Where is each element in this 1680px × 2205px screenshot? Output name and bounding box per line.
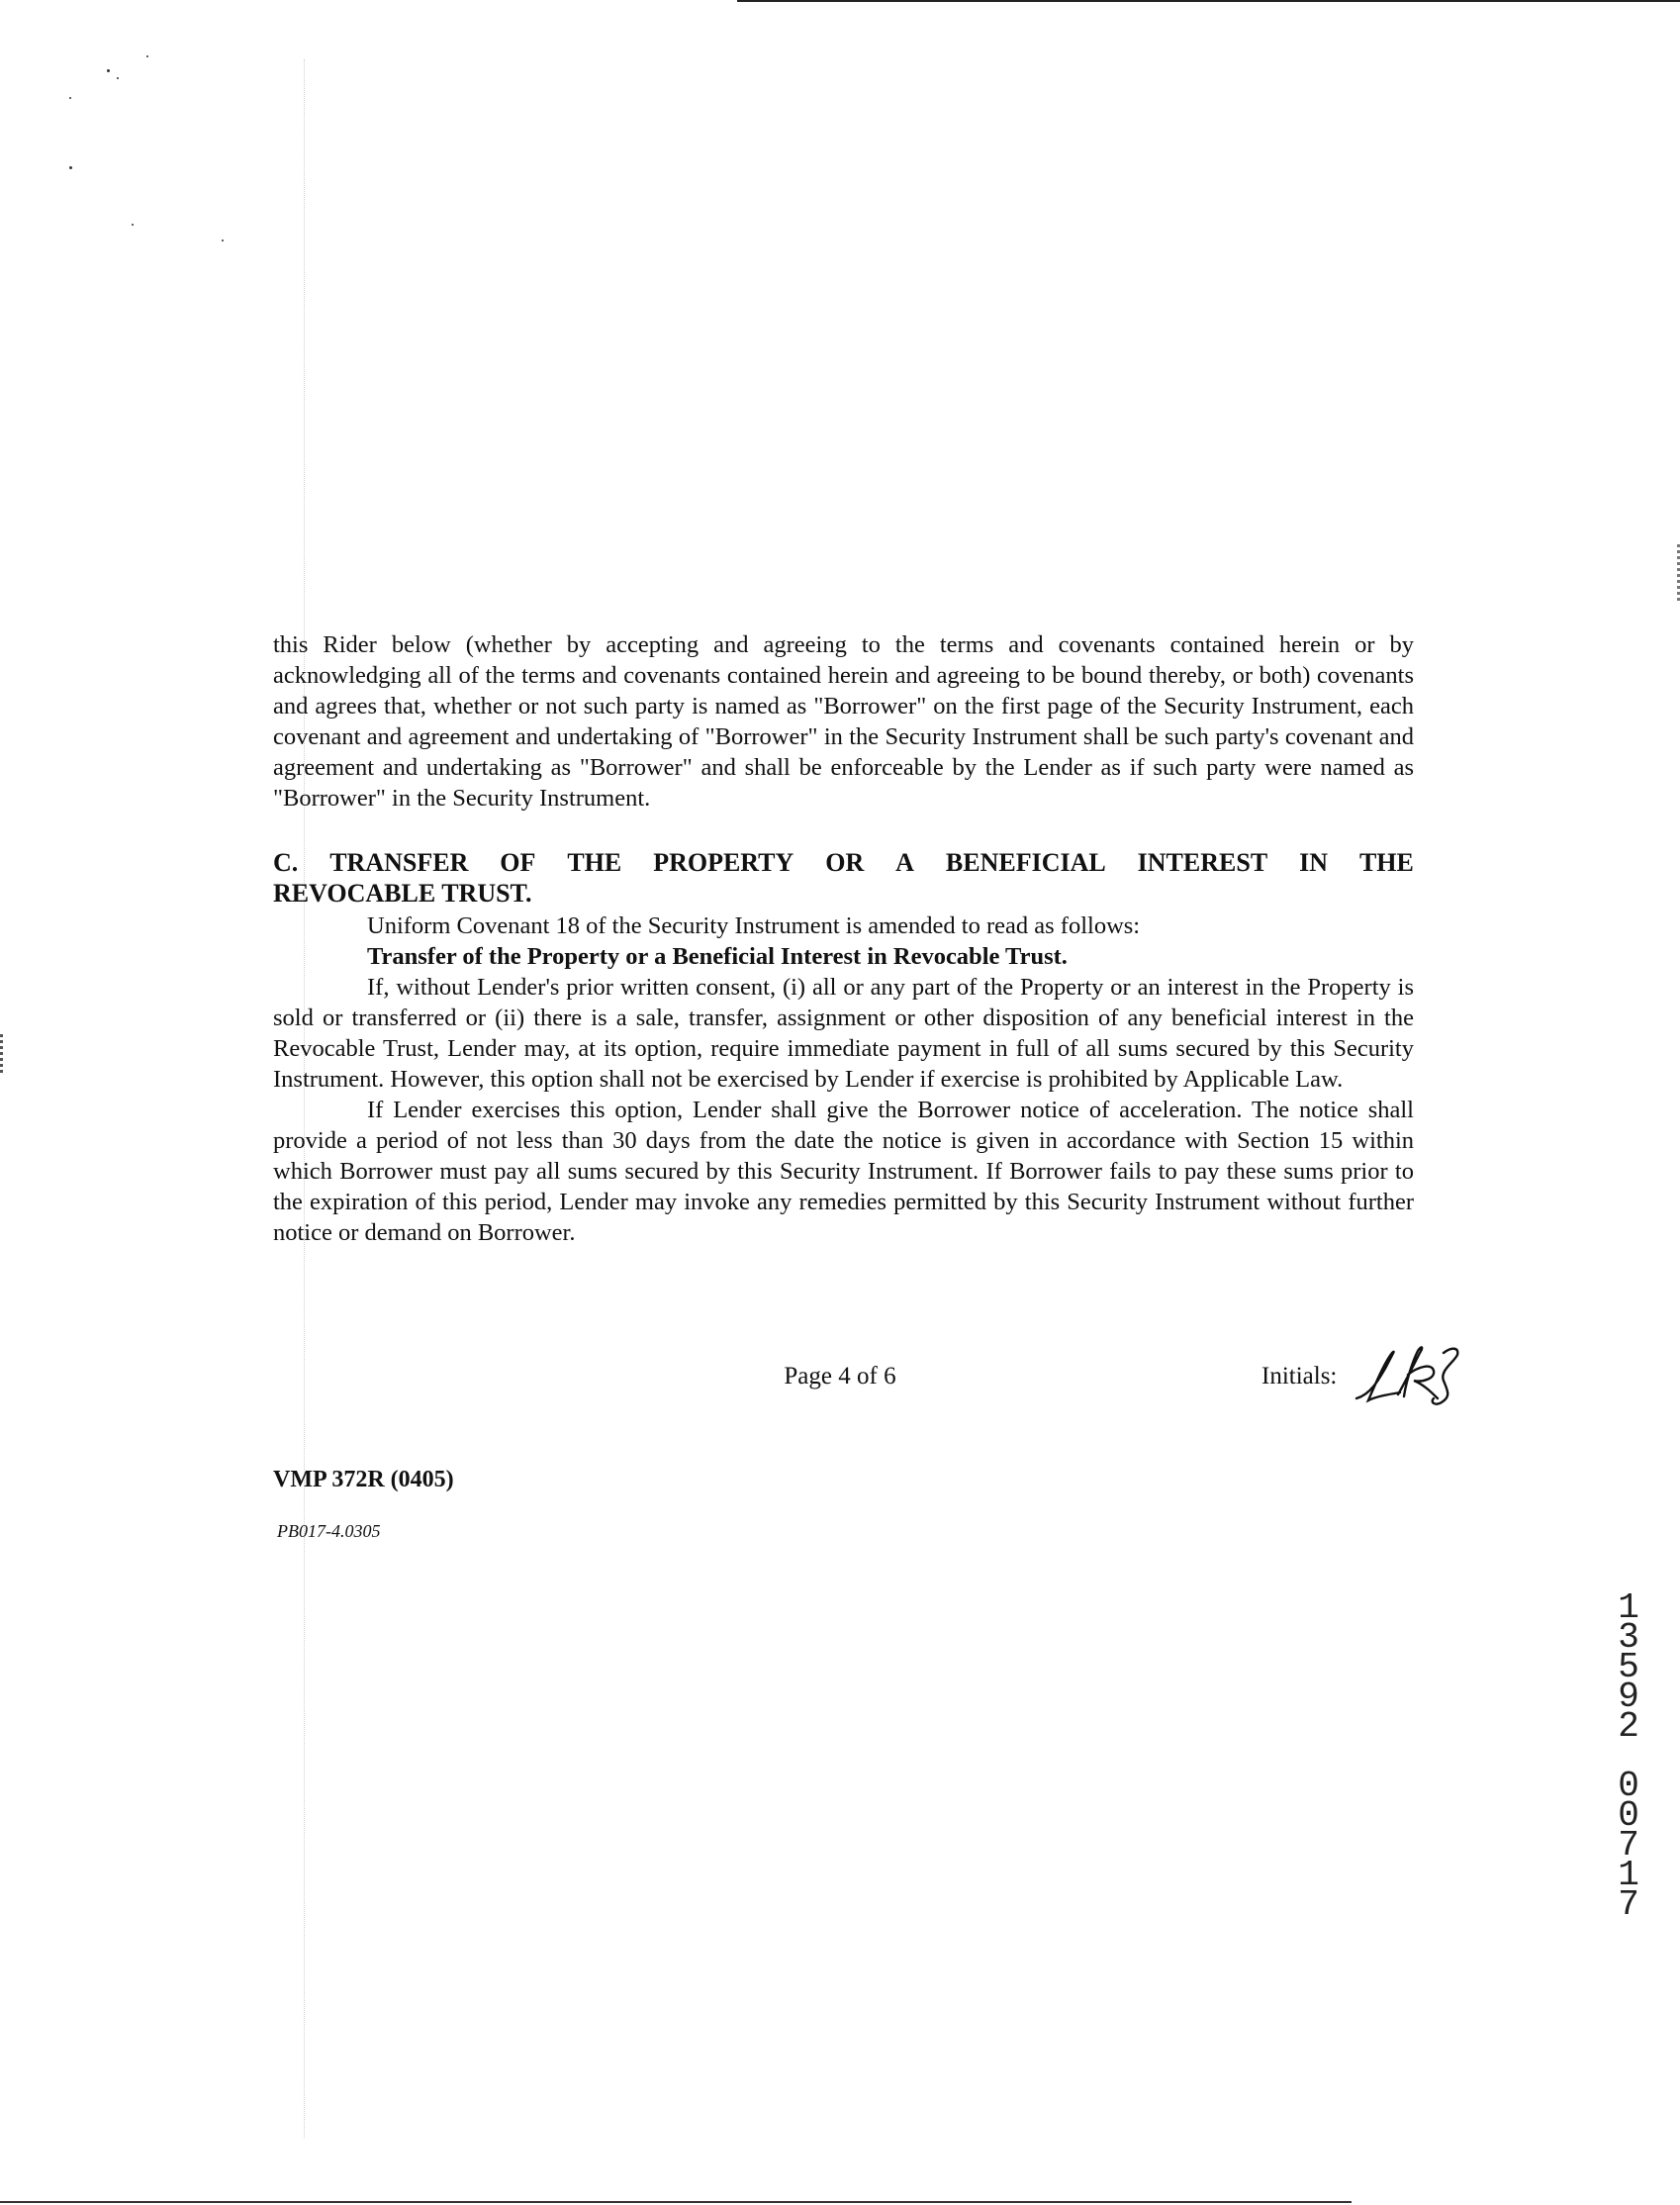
recording-document-number <box>1609 1587 1648 1925</box>
document-number-digit: 7 <box>1618 1825 1639 1866</box>
scan-speck <box>107 69 110 72</box>
scan-speck <box>69 166 72 169</box>
section-c-heading-word: A <box>895 848 914 877</box>
initials-block <box>1261 1363 1459 1430</box>
scan-speck <box>146 55 148 57</box>
document-number-digit: 0 <box>1618 1766 1639 1806</box>
section-c-intro: Uniform Covenant 18 of the Security Instrument is amended to read as follows: <box>367 912 1141 939</box>
document-number-digit: 7 <box>1618 1884 1639 1925</box>
section-c-heading-word: THE <box>1358 848 1414 877</box>
document-number-digit: 2 <box>1618 1706 1639 1747</box>
section-c-heading-line2: REVOCABLE TRUST. <box>273 879 532 908</box>
scan-speck <box>132 224 134 226</box>
section-c-heading-word: THE <box>567 848 622 877</box>
bottom-scan-rule <box>0 2201 1352 2203</box>
page-number: Page 4 of 6 <box>784 1363 896 1390</box>
handwritten-initials-signature <box>1349 1341 1467 1410</box>
section-c-paragraph-2: If Lender exercises this option, Lender shall give the Borrower notice of acceleration. The notice shall provide a period of not less than 30 days from the date the notice is given in accordance with Section 15 within which Borrower must pay all sums secured by this Security Instrument. If Borrower fails to pay these sums prior to the expiration of this period, Lender may invoke any remedies permitted by this Security Instrument without further notice or demand on Borrower. <box>273 1097 1414 1246</box>
section-c-body <box>273 911 1414 1248</box>
initials-label: Initials: <box>1261 1363 1338 1390</box>
rider-continuation-text <box>273 629 1414 814</box>
section-c-heading-word: PROPERTY <box>653 848 794 877</box>
document-number-digit: 1 <box>1618 1587 1639 1628</box>
section-c-heading-word: OR <box>825 848 865 877</box>
section-letter: C. <box>273 848 299 877</box>
section-c-heading-word: BENEFICIAL <box>945 848 1106 877</box>
scan-speck <box>117 77 119 79</box>
section-c-heading-word: OF <box>500 848 536 877</box>
section-c-paragraph-1: If, without Lender's prior written consent, (i) all or any part of the Property or an interest in the Property is sold or transferred or (ii) there is a sale, transfer, assignment or other disposition of any beneficial interest in the Revocable Trust, Lender may, at its option, require immediate payment in full of all sums secured by this Security Instrument. However, this option shall not be exercised by Lender if exercise is prohibited by Applicable Law. <box>273 974 1414 1093</box>
document-number-digit: 9 <box>1618 1677 1639 1717</box>
section-c-heading-word: TRANSFER <box>329 848 469 877</box>
section-c-heading-word: INTEREST <box>1137 848 1268 877</box>
top-scan-rule <box>737 0 1680 2</box>
form-code: VMP 372R (0405) <box>273 1467 454 1492</box>
section-c-heading <box>273 847 1414 909</box>
section-c-heading-word: IN <box>1299 848 1328 877</box>
form-subcode: PB017-4.0305 <box>277 1521 381 1541</box>
document-number-digit: 3 <box>1618 1617 1639 1658</box>
section-c-heading-line1 <box>273 847 1414 878</box>
left-edge-mark <box>0 1034 3 1074</box>
document-number-digit: 5 <box>1618 1647 1639 1687</box>
document-number-digit: 0 <box>1618 1795 1639 1836</box>
scan-speck <box>222 240 224 241</box>
body-paragraph: this Rider below (whether by accepting and agreeing to the terms and covenants contained herein or by acknowledging all of the terms and covenants contained herein and agreeing to be bound thereby, or both) covenants and agrees that, whether or not such party is named as "Borrower" on the first page of the Security Instrument, each covenant and agreement and undertaking of "Borrower" in the Security Instrument shall be such party's covenant and agreement and undertaking as "Borrower" and shall be enforceable by the Lender as if such party were named as "Borrower" in the Security Instrument. <box>273 631 1414 812</box>
section-c-subheading: Transfer of the Property or a Beneficial Interest in Revocable Trust. <box>367 943 1068 970</box>
document-number-digit: 1 <box>1618 1855 1639 1895</box>
scan-speck <box>69 97 71 99</box>
